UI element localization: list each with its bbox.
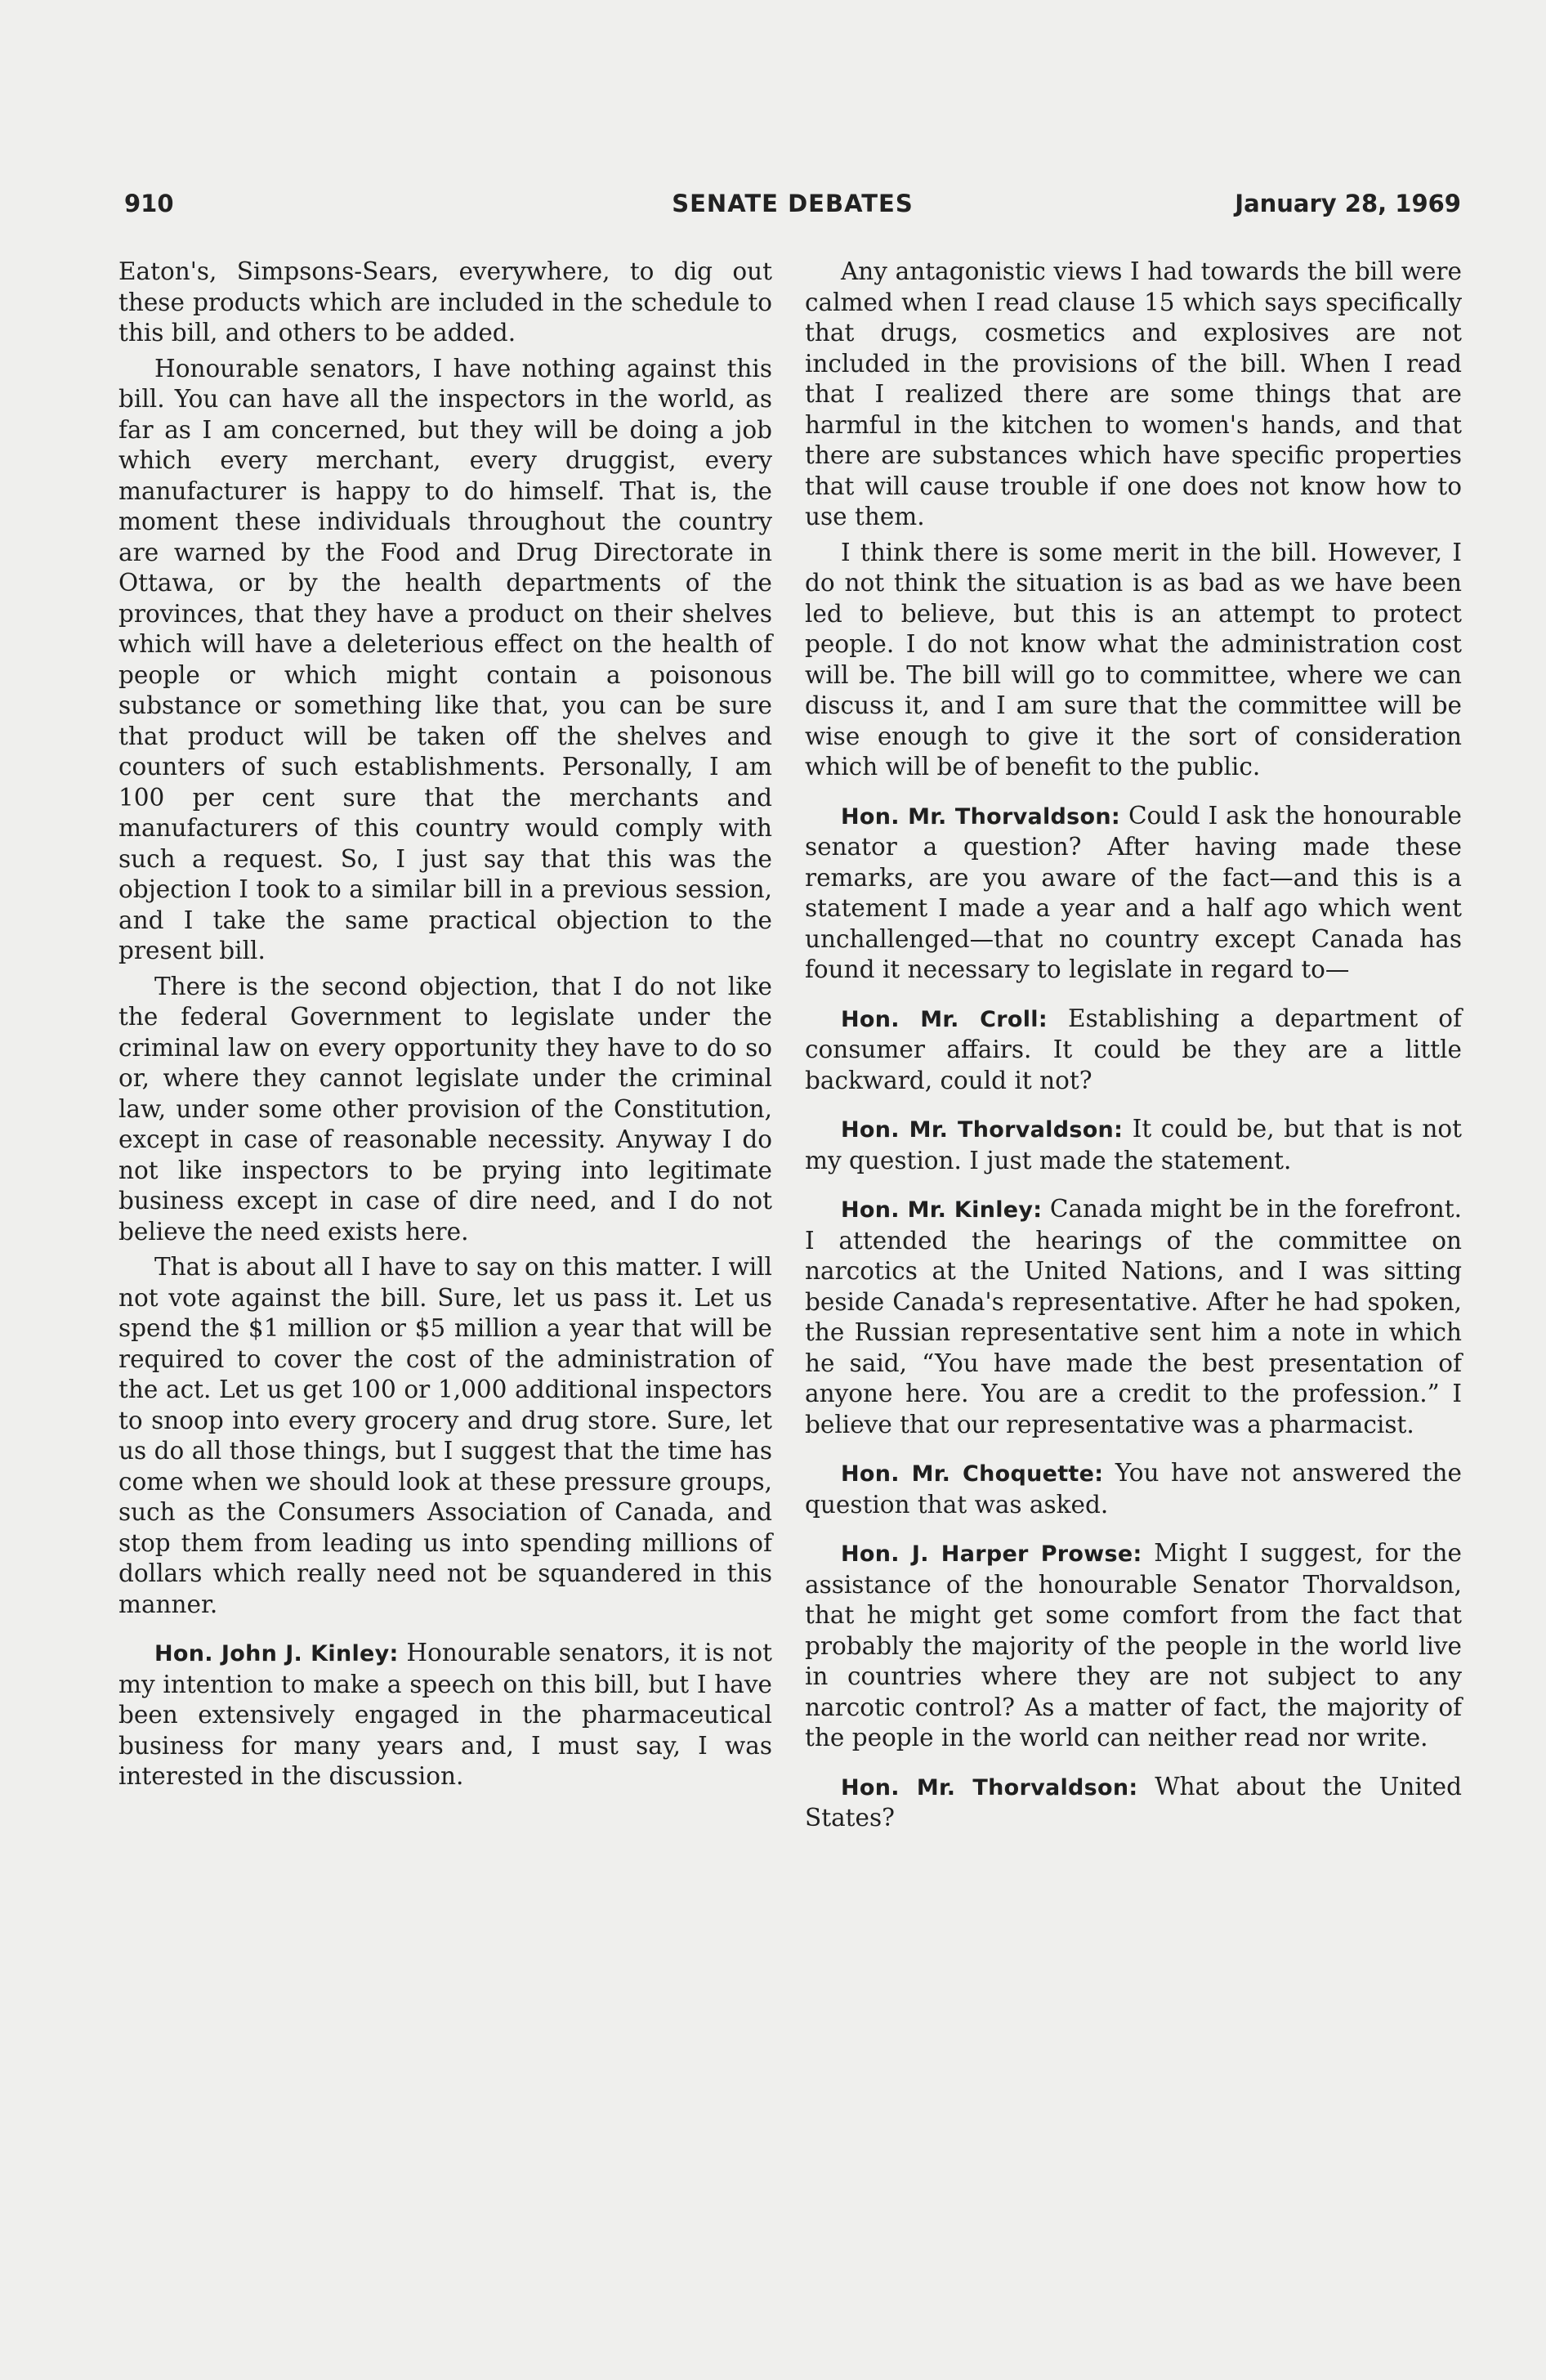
page-header: [124, 190, 1461, 222]
speech: [805, 801, 1462, 986]
left-column: [118, 257, 772, 1792]
paragraph: There is the second objection, that I do not like the federal Government to legislate under the criminal law on every opportunity they have to do so or, where they cannot legislate under the criminal law, under some other provision of the Constitution, except in case of reasonable necessity. Anyway I do not like inspectors to be prying into legitimate business except in case of dire need, and I do not believe the need exists here.: [118, 972, 772, 1246]
speaker-name: Hon. Mr. Croll:: [841, 1006, 1048, 1032]
speech-text: Could I ask the honourable senator a question? After having made these remarks, are you aware of the fact—and this is a statement I made a year and a half ago which went unchallenged—that no country except Canada has found it necessary to legislate in regard to—: [805, 801, 1462, 983]
speech: [805, 1538, 1462, 1754]
speaker-name: Hon. Mr. Kinley:: [841, 1197, 1043, 1223]
speech-text: It could be, but that is not my question. I just made the statement.: [805, 1115, 1462, 1174]
speaker-name: Hon. Mr. Thorvaldson:: [841, 1117, 1124, 1143]
speech-text: You have not answered the question that was asked.: [805, 1459, 1462, 1519]
speech: [805, 1114, 1462, 1176]
paragraph: Any antagonistic views I had towards the bill were calmed when I read clause 15 which says specifically that drugs, cosmetics and explosives are not included in the provisions of the bill. When I read that I realized there are some things that are harmful in the kitchen to women's hands, and that there are substances which have specific properties that will cause trouble if one does not know how to use them.: [805, 257, 1462, 530]
paragraph: I think there is some merit in the bill. However, I do not think the situation is as bad as we have been led to believe, but this is an attempt to protect people. I do not know what the administration cost will be. The bill will go to committee, where we can discuss it, and I am sure that the committee will be wise enough to give it the sort of consideration which will be of benefit to the public.: [805, 538, 1462, 781]
paragraph: Eaton's, Simpsons-Sears, everywhere, to dig out these products which are included in the schedule to this bill, and others to be added.: [118, 257, 772, 347]
speaker-name: Hon. Mr. Choquette:: [841, 1461, 1104, 1487]
paragraph: That is about all I have to say on this matter. I will not vote against the bill. Sure, let us pass it. Let us spend the $1 million or $5 million a year that will be required to cover the cost of the administration of the act. Let us get 100 or 1,000 additional inspectors to snoop into every grocery and drug store. Sure, let us do all those things, but I suggest that the time has come when we should look at these pressure groups, such as the Consumers Association of Canada, and stop them from leading us into spending millions of dollars which really need not be squandered in this manner.: [118, 1253, 772, 1618]
speech-text: Honourable senators, it is not my intention to make a speech on this bill, but I have been extensively engaged in the pharmaceutical business for many years and, I must say, I was interested in the discussion.: [118, 1639, 773, 1790]
speaker-name: Hon. Mr. Thorvaldson:: [841, 803, 1121, 830]
speech-text: Establishing a department of consumer affairs. It could be they are a little backward, could it not?: [805, 1004, 1462, 1094]
paragraph: Honourable senators, I have nothing against this bill. You can have all the inspectors in the world, as far as I am concerned, but they will be doing a job which every merchant, every druggist, every manufacturer is happy to do himself. That is, the moment these individuals throughout the country are warned by the Food and Drug Directorate in Ottawa, or by the health departments of the provinces, that they have a product on their shelves which will have a deleterious effect on the health of people or which might contain a poisonous substance or something like that, you can be sure that product will be taken off the shelves and counters of such establishments. Personally, I am 100 per cent sure that the merchants and manufacturers of this country would comply with such a request. So, I just say that this was the objection I took to a similar bill in a previous session, and I take the same practical objection to the present bill.: [118, 354, 772, 964]
page-date: January 28, 1969: [1235, 190, 1461, 217]
speaker-name: Hon. J. Harper Prowse:: [841, 1541, 1142, 1567]
speech: [805, 1004, 1462, 1097]
speech: [805, 1194, 1462, 1440]
speaker-name: Hon. John J. Kinley:: [154, 1641, 399, 1666]
speech: [805, 1772, 1462, 1834]
page-number: 910: [124, 190, 174, 217]
speech-text: Canada might be in the forefront. I attended the hearings of the committee on narcotics at the United Nations, and I was sitting beside Canada's representative. After he had spoken, the Russian representative sent him a note in which he said, “You have made the best presentation of anyone here. You are a credit to the profession.” I believe that our representative was a pharmacist.: [805, 1195, 1462, 1438]
publication-title: SENATE DEBATES: [672, 190, 914, 217]
right-column: [805, 257, 1462, 1834]
speech-text: Might I suggest, for the assistance of the honourable Senator Thorvaldson, that he might get some comfort from the fact that probably the majority of the people in the world live in countries where they are not subject to any narcotic control? As a matter of fact, the majority of the people in the world can neither read nor write.: [805, 1539, 1462, 1751]
speech: [118, 1638, 772, 1792]
speech-text: What about the United States?: [805, 1772, 1462, 1832]
speaker-name: Hon. Mr. Thorvaldson:: [841, 1774, 1138, 1801]
speech: [805, 1458, 1462, 1520]
